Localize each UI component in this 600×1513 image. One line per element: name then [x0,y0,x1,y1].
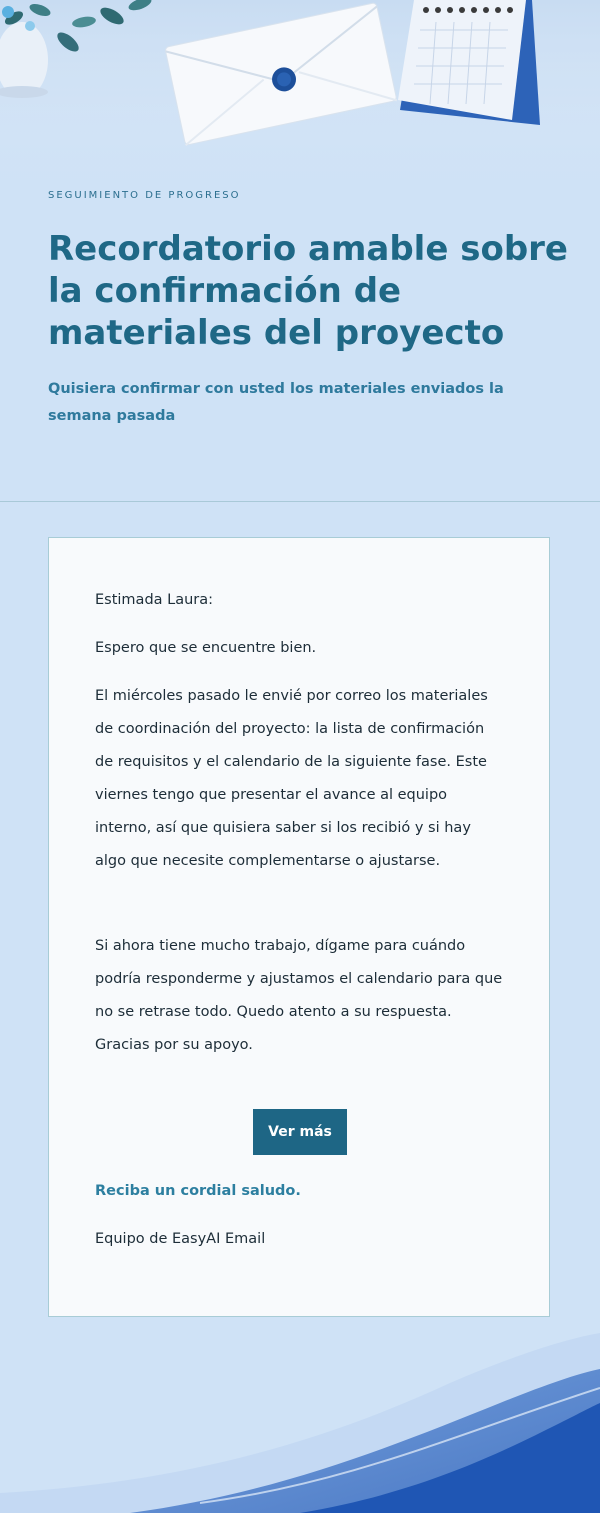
hero-illustration [0,0,600,180]
letter-paragraph: Si ahora tiene mucho trabajo, dígame para cuándo podría responderme y ajustamos el calendario para que no se retrase todo. Quedo atento a su respuesta. Gracias por su apoyo. [95,938,503,1053]
footer-wave-decoration [0,1293,600,1513]
page-title: Recordatorio amable sobre la confirmación de materiales del proyecto [48,229,568,353]
letter-paragraph: Espero que se encuentre bien. [95,640,317,656]
calendar-icon [398,0,540,125]
letter-paragraph: El miércoles pasado le envié por correo los materiales de coordinación del proyecto: la lista de confirmación de requisitos y el calendario de la siguiente fase. Este viernes tengo que presentar el avance al equipo interno, así que quisiera saber si los recibió y si hay algo que necesite complementarse o ajustarse. [95,688,488,869]
section-eyebrow: SEGUIMIENTO DE PROGRESO [48,190,241,201]
page-subtitle: Quisiera confirmar con usted los materiales enviados la semana pasada [48,381,504,424]
letter-signature: Equipo de EasyAI Email [95,1231,266,1247]
letter-greeting: Estimada Laura: [95,592,214,608]
letter-card [48,537,550,1317]
see-more-button[interactable]: Ver más [253,1109,347,1155]
header-divider [0,501,600,502]
letter-closing: Reciba un cordial saludo. [95,1183,301,1199]
